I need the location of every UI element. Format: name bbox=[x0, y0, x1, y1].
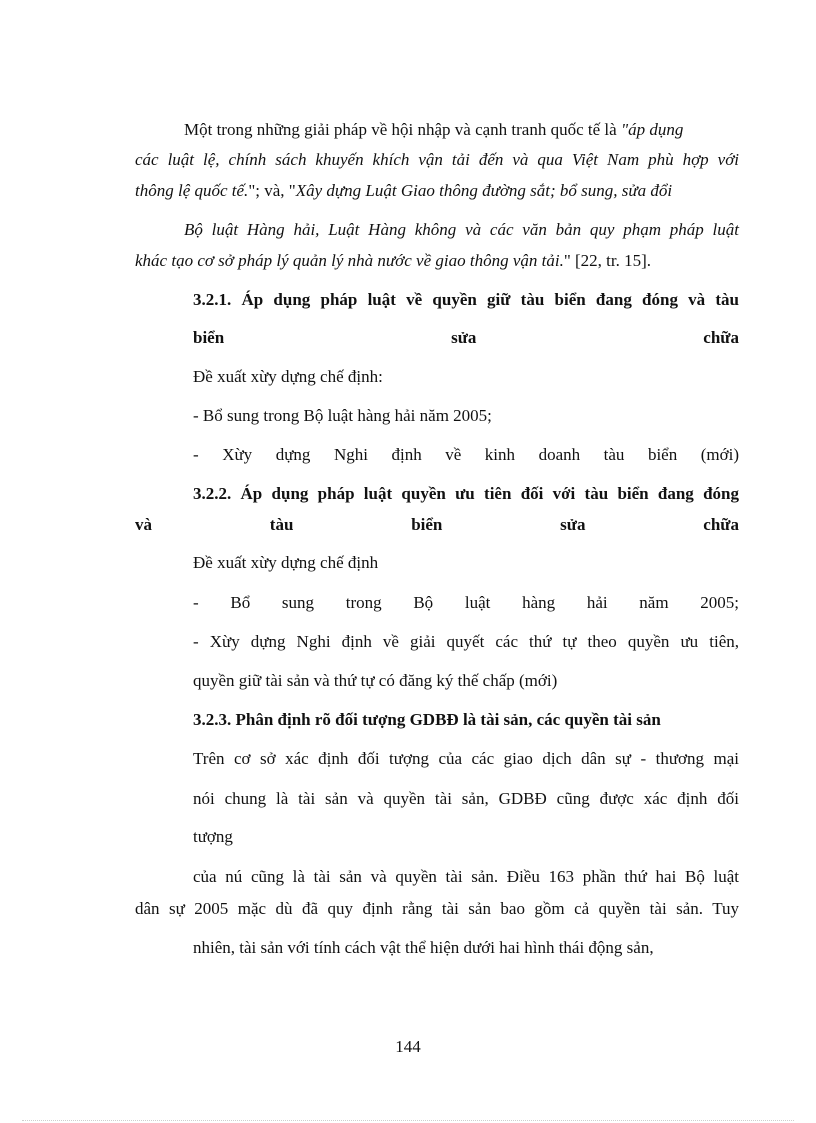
paragraph-line: dân sự 2005 mặc dù đã quy định rằng tài sản bao gồm cả quyền tài sản. Tuy bbox=[135, 899, 739, 918]
section-heading: 3.2.1. Áp dụng pháp luật về quyền giữ tàu biển đang đóng và tàu bbox=[193, 290, 739, 309]
list-item: - Xừy dựng Nghi định về giải quyết các thứ tự theo quyền ưu tiên, bbox=[193, 632, 739, 651]
paragraph-line: Bộ luật Hàng hải, Luật Hàng không và các văn bản quy phạm pháp luật bbox=[184, 220, 739, 239]
paragraph-line: nhiên, tài sản với tính cách vật thể hiện dưới hai hình thái động sản, bbox=[193, 938, 654, 957]
italic-run: "áp dụng bbox=[620, 120, 684, 139]
paragraph-line bbox=[135, 180, 672, 202]
list-item: - Bổ sung trong Bộ luật hàng hải năm 2005; bbox=[193, 406, 492, 425]
section-heading: và tàu biển sửa chữa bbox=[135, 515, 739, 534]
page-bottom-divider bbox=[22, 1120, 794, 1121]
text-run: "; và, " bbox=[248, 181, 296, 200]
paragraph-line: Trên cơ sở xác định đối tượng của các giao dịch dân sự - thương mại bbox=[193, 749, 739, 768]
section-heading: 3.2.3. Phân định rõ đối tượng GDBĐ là tài sản, các quyền tài sản bbox=[193, 710, 661, 729]
italic-run: khác tạo cơ sở pháp lý quản lý nhà nước về giao thông vận tải. bbox=[135, 251, 564, 270]
list-item: - Bổ sung trong Bộ luật hàng hải năm 2005; bbox=[193, 593, 739, 612]
paragraph-line bbox=[184, 119, 683, 141]
paragraph-line: các luật lệ, chính sách khuyến khích vận tải đến và qua Việt Nam phù hợp với bbox=[135, 150, 739, 169]
list-item: quyền giữ tài sản và thứ tự có đăng ký thế chấp (mới) bbox=[193, 671, 558, 690]
section-heading: 3.2.2. Áp dụng pháp luật quyền ưu tiên đối với tàu biển đang đóng bbox=[193, 484, 739, 503]
section-heading: biển sửa chữa bbox=[193, 328, 739, 347]
italic-run: Xây dựng Luật Giao thông đường sắt; bổ sung, sửa đổi bbox=[295, 181, 673, 200]
paragraph-line: nói chung là tài sản và quyền tài sản, GDBĐ cũng được xác định đối bbox=[193, 789, 739, 808]
paragraph-line bbox=[135, 250, 651, 272]
list-item: - Xừy dựng Nghi định về kinh doanh tàu biển (mới) bbox=[193, 445, 739, 464]
paragraph-line: tượng bbox=[193, 827, 233, 846]
paragraph-line: Đề xuất xừy dựng chế định bbox=[193, 553, 379, 572]
text-run: " [22, tr. 15]. bbox=[563, 251, 652, 270]
page-number: 144 bbox=[395, 1037, 421, 1056]
italic-run: thông lệ quốc tế. bbox=[135, 181, 249, 200]
paragraph-line: Đề xuất xừy dựng chế định: bbox=[193, 367, 383, 386]
paragraph-line: của nú cũng là tài sản và quyền tài sản. Điều 163 phần thứ hai Bộ luật bbox=[193, 867, 739, 886]
text-run: Một trong những giải pháp về hội nhập và cạnh tranh quốc tế là bbox=[184, 120, 621, 139]
